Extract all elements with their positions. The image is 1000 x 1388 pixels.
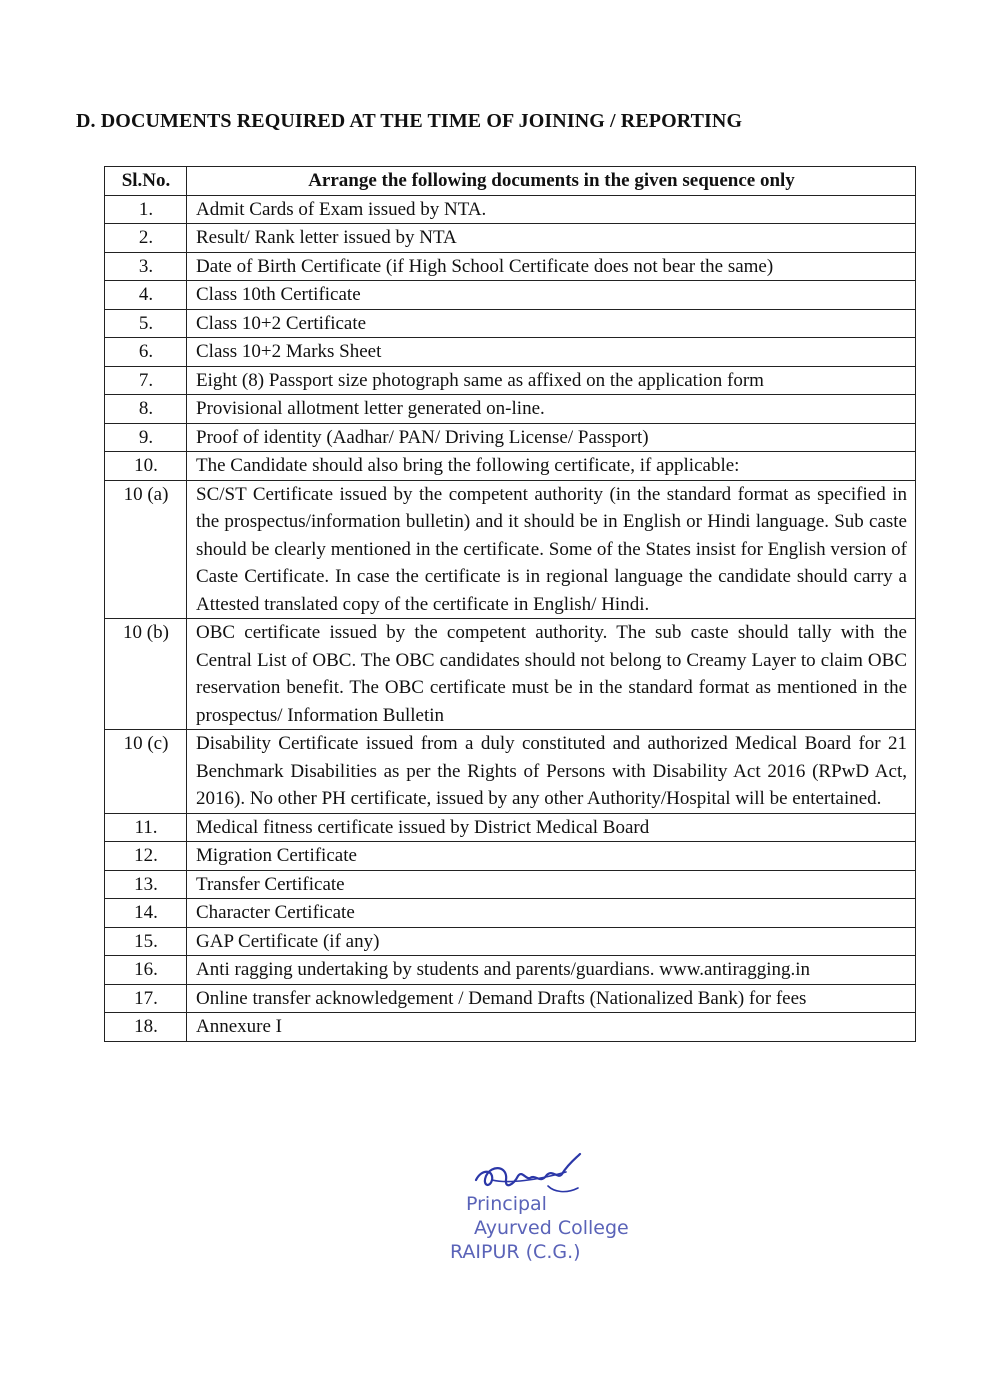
row-number: 10.	[105, 452, 187, 481]
table-row	[105, 281, 916, 310]
table-row	[105, 927, 916, 956]
row-number: 8.	[105, 395, 187, 424]
table-row	[105, 619, 916, 730]
table-row	[105, 195, 916, 224]
documents-table	[104, 166, 916, 1042]
row-text: Online transfer acknowledgement / Demand Drafts (Nationalized Bank) for fees	[187, 984, 916, 1013]
header-documents: Arrange the following documents in the given sequence only	[187, 167, 916, 196]
table-row	[105, 842, 916, 871]
row-number: 17.	[105, 984, 187, 1013]
table-row	[105, 338, 916, 367]
row-number: 2.	[105, 224, 187, 253]
table-row	[105, 452, 916, 481]
row-number: 5.	[105, 309, 187, 338]
row-text: Transfer Certificate	[187, 870, 916, 899]
row-text: Disability Certificate issued from a duly constituted and authorized Medical Board for 21 Benchmark Disabilities as per the Rights of Persons with Disability Act 2016 (RPwD Act, 2016). No other PH certificate, issued by any other Authority/Hospital will be entertained.	[187, 730, 916, 814]
row-number: 15.	[105, 927, 187, 956]
row-text: Proof of identity (Aadhar/ PAN/ Driving License/ Passport)	[187, 423, 916, 452]
row-number: 14.	[105, 899, 187, 928]
row-text: Medical fitness certificate issued by District Medical Board	[187, 813, 916, 842]
row-text: Admit Cards of Exam issued by NTA.	[187, 195, 916, 224]
table-row	[105, 224, 916, 253]
stamp-line-city: RAIPUR (C.G.)	[450, 1241, 581, 1263]
document-heading: D. DOCUMENTS REQUIRED AT THE TIME OF JOINING / REPORTING	[76, 110, 743, 132]
row-text: Annexure I	[187, 1013, 916, 1042]
table-row	[105, 899, 916, 928]
stamp-line-principal: Principal	[466, 1193, 547, 1215]
row-text: Date of Birth Certificate (if High School Certificate does not bear the same)	[187, 252, 916, 281]
table-row	[105, 395, 916, 424]
table-row	[105, 984, 916, 1013]
row-text: The Candidate should also bring the following certificate, if applicable:	[187, 452, 916, 481]
row-text: Class 10+2 Marks Sheet	[187, 338, 916, 367]
row-number: 10 (b)	[105, 619, 187, 730]
table-row	[105, 730, 916, 814]
row-text: GAP Certificate (if any)	[187, 927, 916, 956]
row-number: 10 (a)	[105, 480, 187, 619]
stamp-line-college: Ayurved College	[474, 1217, 629, 1239]
row-text: Result/ Rank letter issued by NTA	[187, 224, 916, 253]
header-sl-no: Sl.No.	[105, 167, 187, 196]
row-text: Migration Certificate	[187, 842, 916, 871]
table-row	[105, 309, 916, 338]
principal-stamp	[448, 1150, 638, 1275]
row-number: 18.	[105, 1013, 187, 1042]
row-text: SC/ST Certificate issued by the competent authority (in the standard format as specified in the prospectus/information bulletin) and it should be in English or Hindi language. Sub caste should be clearly mentioned in the certificate. Some of the States insist for English version of Caste Certificate. In case the certificate is in regional language the candidate should carry a Attested translated copy of the certificate in English/ Hindi.	[187, 480, 916, 619]
table-row	[105, 813, 916, 842]
table-header-row	[105, 167, 916, 196]
table-row	[105, 252, 916, 281]
row-number: 13.	[105, 870, 187, 899]
row-number: 3.	[105, 252, 187, 281]
row-text: Anti ragging undertaking by students and parents/guardians. www.antiragging.in	[187, 956, 916, 985]
table-row	[105, 956, 916, 985]
row-text: Character Certificate	[187, 899, 916, 928]
row-number: 1.	[105, 195, 187, 224]
table-row	[105, 1013, 916, 1042]
table-row	[105, 870, 916, 899]
row-number: 11.	[105, 813, 187, 842]
row-number: 12.	[105, 842, 187, 871]
row-number: 10 (c)	[105, 730, 187, 814]
row-number: 6.	[105, 338, 187, 367]
table-row	[105, 366, 916, 395]
row-text: Provisional allotment letter generated on-line.	[187, 395, 916, 424]
table-row	[105, 480, 916, 619]
row-text: Eight (8) Passport size photograph same as affixed on the application form	[187, 366, 916, 395]
table-row	[105, 423, 916, 452]
row-number: 9.	[105, 423, 187, 452]
row-number: 4.	[105, 281, 187, 310]
row-text: OBC certificate issued by the competent authority. The sub caste should tally with the Central List of OBC. The OBC candidates should not belong to Creamy Layer to claim OBC reservation benefit. The OBC certificate must be in the standard format as mentioned in the prospectus/ Information Bulletin	[187, 619, 916, 730]
row-number: 7.	[105, 366, 187, 395]
row-text: Class 10th Certificate	[187, 281, 916, 310]
row-text: Class 10+2 Certificate	[187, 309, 916, 338]
row-number: 16.	[105, 956, 187, 985]
